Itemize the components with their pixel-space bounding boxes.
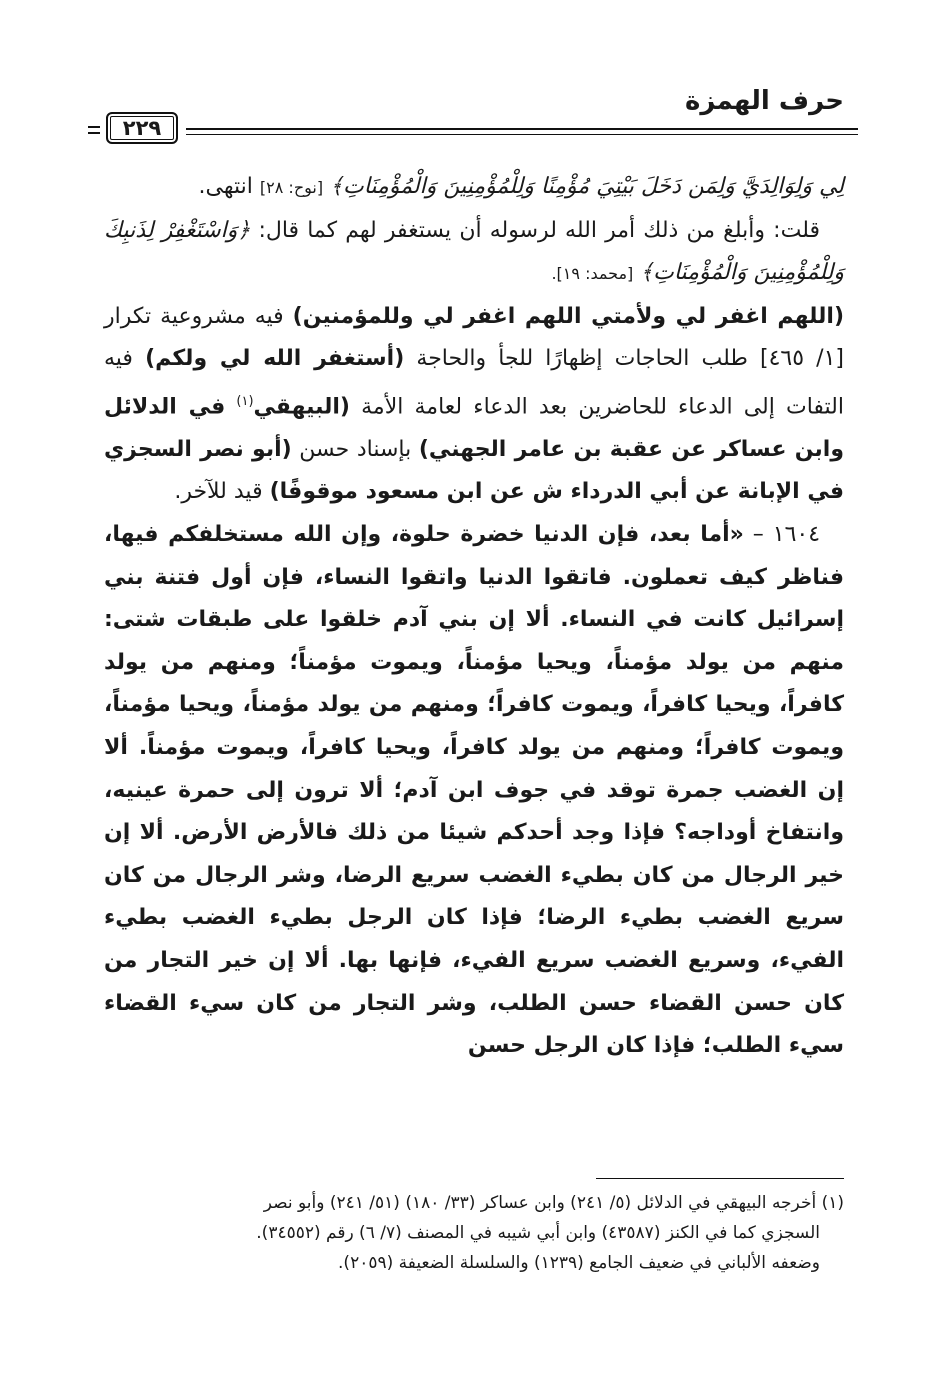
running-title: حرف الهمزة xyxy=(685,86,844,116)
footnote-rule xyxy=(596,1178,844,1179)
quran-verse: لِي وَلِوَالِدَيَّ وَلِمَن دَخَلَ بَيْتِيَ مُؤْمِنًا وَلِلْمُؤْمِنِينَ وَالْمُؤْمِنَاتِ﴾ xyxy=(330,174,844,199)
verse-reference: [نوح: ٢٨] xyxy=(259,178,324,197)
footnote-line: (١) أخرجه البيهقي في الدلائل (٥/ ٢٤١) وابن عساكر (٣٣/ ١٨٠) (٥١/ ٢٤١) وأبو نصر xyxy=(263,1193,844,1213)
rule-end-mark xyxy=(88,124,102,136)
bold-run: (البيهقي xyxy=(253,394,350,420)
paragraph-commentary xyxy=(104,296,844,514)
paragraph-comment xyxy=(104,210,844,296)
paragraph-quran-end xyxy=(104,166,844,210)
hadith-number: ١٦٠٤ – xyxy=(752,522,821,548)
bold-run: (أبو نصر السجزي في الإبانة عن أبي الدرداء ش عن ابن مسعود موقوفًا) xyxy=(104,436,844,505)
text-run: قلت: وأبلغ من ذلك أمر الله لرسوله أن يستغفر لهم كما قال: xyxy=(258,217,820,243)
rule-line-thin xyxy=(186,134,858,135)
main-text xyxy=(104,166,844,1068)
footnote-line: السجزي كما في الكنز (٤٣٥٨٧) وابن أبي شيبه في المصنف (٧/ ٦) رقم (٣٤٥٥٢). xyxy=(256,1223,820,1243)
quran-verse: ﴿وَاسْتَغْفِرْ لِذَنبِكَ وَلِلْمُؤْمِنِينَ وَالْمُؤْمِنَاتِ﴾ xyxy=(104,217,844,286)
footnotes xyxy=(104,1188,844,1278)
text-run: فيه التفات إلى الدعاء للحاضرين بعد الدعاء لعامة الأمة xyxy=(104,346,844,420)
bold-run: (أستغفر الله لي ولكم) xyxy=(145,346,405,372)
rule-line-thick xyxy=(186,128,858,130)
page-number: ٢٢٩ xyxy=(106,112,178,144)
footnote-reference[interactable]: (١) xyxy=(236,393,254,409)
footnote-line: وضعفه الألباني في ضعيف الجامع (١٢٣٩) والسلسلة الضعيفة (٢٠٥٩). xyxy=(338,1253,820,1273)
text-run: بإسناد حسن xyxy=(299,436,412,462)
paragraph-hadith xyxy=(104,514,844,1068)
bold-run: في الدلائل وابن عساكر عن عقبة بن عامر الجهني) xyxy=(104,394,845,462)
verse-reference: [محمد: ١٩]. xyxy=(551,264,634,284)
hadith-text: «أما بعد، فإن الدنيا خضرة حلوة، وإن الله مستخلفكم فيها، فناظر كيف تعملون. فاتقوا الدنيا واتقوا النساء، فإن أول فتنة بني إسرائيل كانت في النساء. ألا إن بني آدم خلقوا على طبقات شتى: منهم من يولد مؤمناً، ويحيا مؤمناً، ويموت مؤمناً؛ ومنهم من يولد كافراً، ويحيا كافراً، ويموت كافراً؛ ومنهم من يولد مؤمناً، ويحيا مؤمناً، ويموت كافراً؛ ومنهم من يولد كافراً، ويحيا كافراً، ويموت مؤمناً. ألا إن الغضب جمرة توقد في جوف ابن آدم؛ ألا ترون إلى حمرة عينيه، وانتفاخ أوداجه؟ فإذا وجد أحدكم شيئا من ذلك فالأرض الأرض. ألا إن خير الرجال من كان بطيء الغضب سريع الرضا، وشر الرجال من كان سريع الغضب بطيء الرضا؛ فإذا كان الرجل بطيء الغضب بطيء الفيء، وسريع الغضب سريع الفيء، فإنها بها. ألا إن خير التجار من كان حسن القضاء حسن الطلب، وشر التجار من كان سيء القضاء سيء الطلب؛ فإذا كان الرجل حسن xyxy=(104,522,844,1059)
header-rule xyxy=(88,118,858,144)
text-run: فيه مشروعية تكرار [١/ ٤٦٥] طلب الحاجات إظهارًا للجأ والحاجة xyxy=(104,303,844,372)
bold-run: (اللهم اغفر لي ولأمتي اللهم اغفر لي وللمؤمنين) xyxy=(292,303,844,329)
text-run: قيد للآخر. xyxy=(174,479,263,505)
text-run: انتهى. xyxy=(198,174,253,199)
